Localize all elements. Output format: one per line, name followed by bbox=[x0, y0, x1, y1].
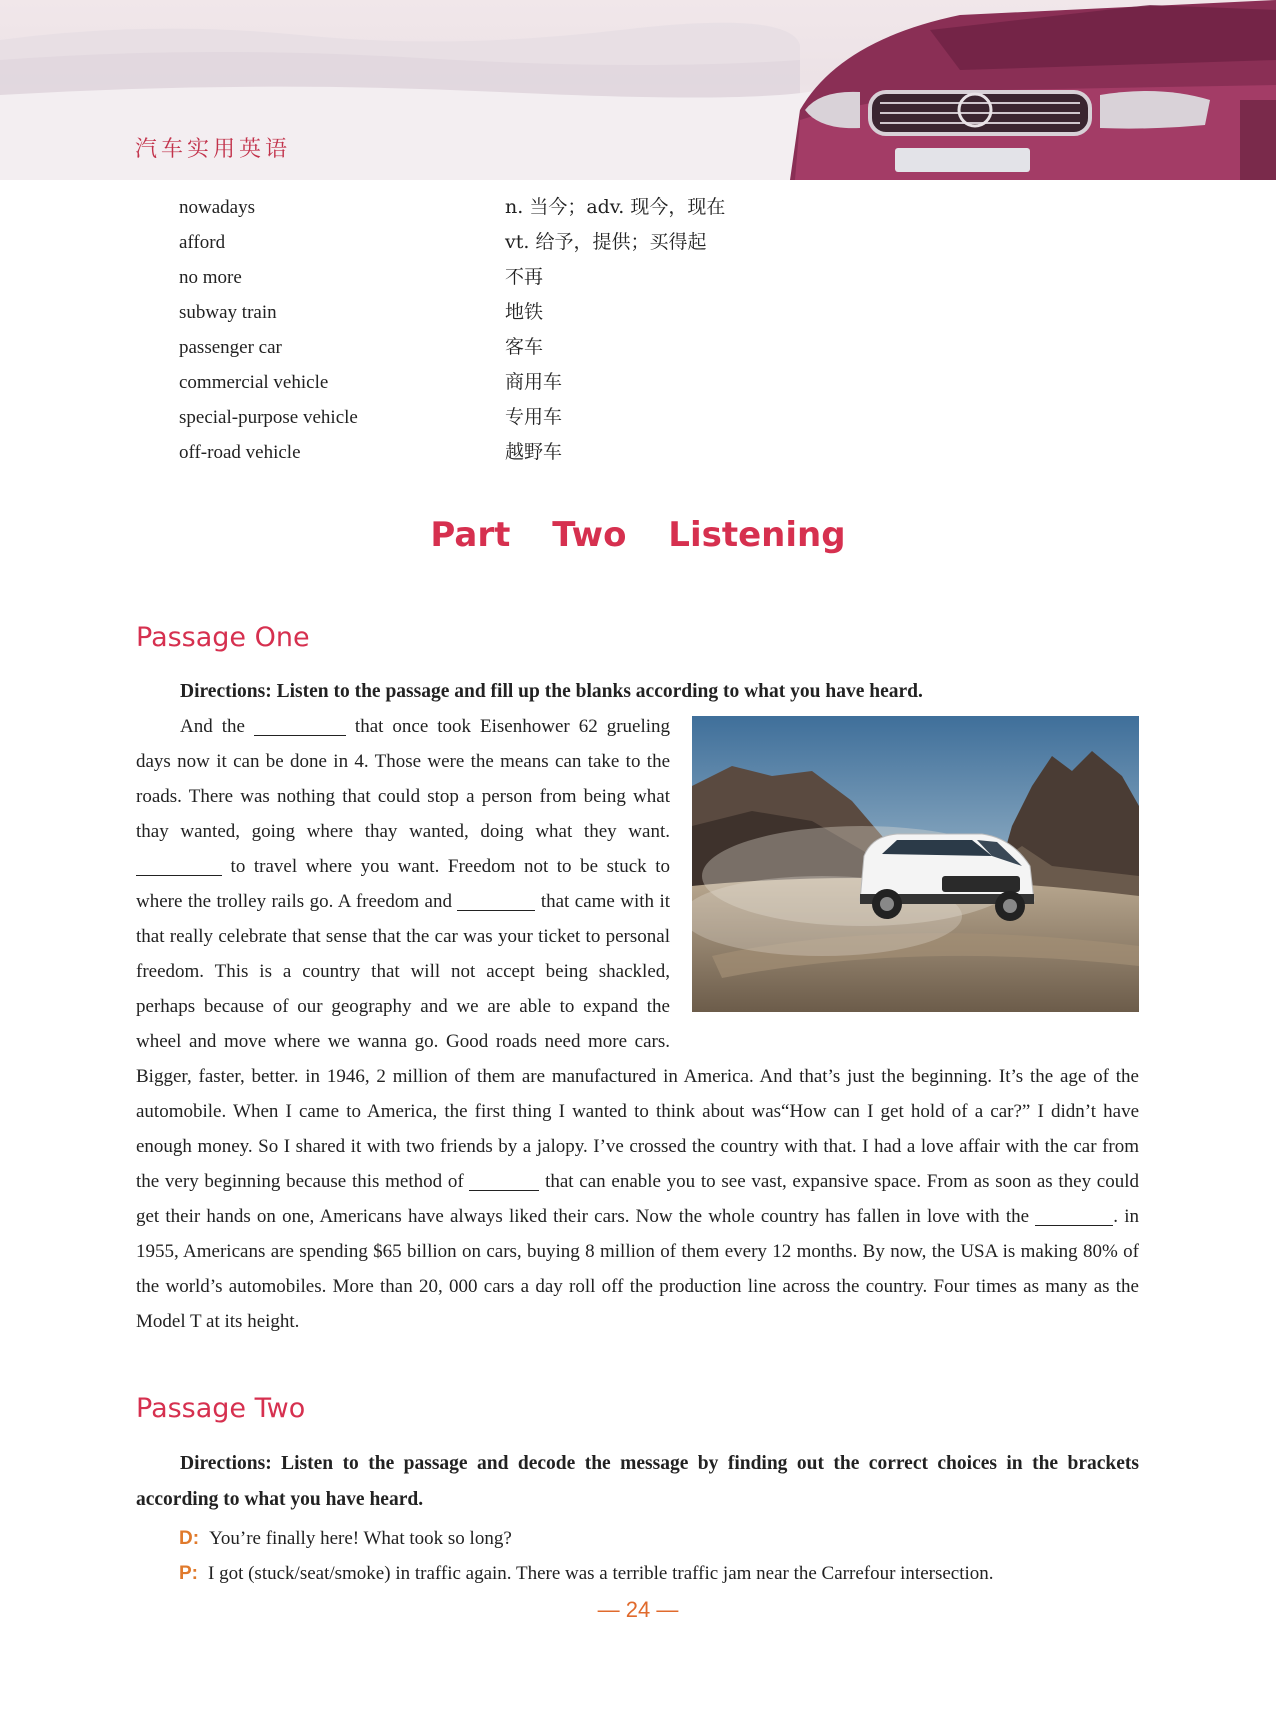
dialog-text: You’re finally here! What took so long? bbox=[209, 1528, 512, 1549]
vocab-term: special-purpose vehicle bbox=[179, 407, 358, 428]
passage-text-6: . in 1955, Americans are spending $65 billion on cars, buying 8 million of them every 12 months. By now, the USA is making 80% of the world’s automobiles. More than 20, 000 cars a day roll off the production line across the country. Four times as many as the Model T at its height. bbox=[136, 1206, 1140, 1332]
vocab-definition: vt. 给予，提供；买得起 bbox=[505, 231, 707, 253]
header-title: 汽车实用英语 bbox=[135, 137, 292, 162]
passage-two-title: Passage Two bbox=[136, 1393, 306, 1424]
blank-4[interactable] bbox=[469, 1168, 539, 1191]
vocabulary-list bbox=[179, 190, 879, 470]
blank-5[interactable] bbox=[1035, 1203, 1113, 1226]
dialog-line bbox=[179, 1521, 1139, 1556]
vocab-term: subway train bbox=[179, 302, 277, 323]
vocab-term: afford bbox=[179, 232, 226, 253]
passage-one-text bbox=[136, 709, 1139, 1339]
passage-text-1: And the bbox=[180, 716, 245, 737]
suv-desert-photo bbox=[692, 716, 1139, 1012]
vocab-term: no more bbox=[179, 267, 242, 288]
vocab-definition: 商用车 bbox=[505, 371, 563, 393]
vocab-definition: 不再 bbox=[505, 266, 544, 288]
vocab-term: off-road vehicle bbox=[179, 442, 301, 463]
vocab-row bbox=[179, 260, 879, 295]
passage-text-5: that can enable you to see vast, expansive space. From as soon as they could get their hands on one, Americans have always liked their cars. Now the whole country has fallen in love with the bbox=[136, 1171, 1140, 1227]
passage-text-3: to travel where you want. Freedom not to be stuck to where the trolley rails go. A freedom and bbox=[136, 856, 671, 912]
vocab-definition: n. 当今；adv. 现今，现在 bbox=[505, 196, 726, 218]
vocab-row bbox=[179, 330, 879, 365]
dialog-text: I got (stuck/seat/smoke) in traffic again. There was a terrible traffic jam near the Carrefour intersection. bbox=[208, 1563, 994, 1584]
vocab-row bbox=[179, 435, 879, 470]
vocab-row bbox=[179, 400, 879, 435]
vocab-term: commercial vehicle bbox=[179, 372, 329, 393]
blank-3[interactable] bbox=[457, 888, 535, 911]
speaker-label: P: bbox=[179, 1563, 198, 1584]
vocab-definition: 越野车 bbox=[505, 441, 563, 463]
part-title: Part Two Listening bbox=[430, 515, 846, 555]
passage-text-2: that once took Eisenhower 62 grueling days now it can be done in 4. Those were the means can take to the roads. There was nothing that could stop a person from being what thay wanted, going where thay wanted, doing what they want. bbox=[136, 716, 671, 842]
blank-1[interactable] bbox=[254, 713, 346, 736]
vocab-definition: 客车 bbox=[505, 336, 544, 358]
passage-one-directions: Directions: Listen to the passage and fill up the blanks according to what you have heard. bbox=[180, 681, 923, 702]
page-header bbox=[0, 0, 1276, 180]
page-number: — 24 — bbox=[597, 1597, 679, 1622]
vocab-term: passenger car bbox=[179, 337, 282, 358]
vocab-definition: 地铁 bbox=[505, 301, 544, 323]
speaker-label: D: bbox=[179, 1528, 200, 1549]
vocab-term: nowadays bbox=[179, 197, 255, 218]
passage-one-title: Passage One bbox=[136, 622, 310, 653]
vocab-row bbox=[179, 365, 879, 400]
blank-2[interactable] bbox=[136, 853, 222, 876]
passage-two-directions: Directions: Listen to the passage and decode the message by finding out the correct choices in the brackets according to what you have heard. bbox=[136, 1453, 1139, 1510]
vocab-row bbox=[179, 190, 879, 225]
vocab-row bbox=[179, 225, 879, 260]
vocab-definition: 专用车 bbox=[505, 406, 563, 428]
vocab-row bbox=[179, 295, 879, 330]
dialog-line bbox=[179, 1556, 1139, 1591]
passage-text-4: that came with it that really celebrate that sense that the car was your ticket to personal freedom. This is a country that will not accept being shackled, perhaps because of our geography and we are able to expand the wheel and move where we wanna go. Good roads need more cars. Bigger, faster, better. in 1946, 2 million of them are manufactured in America. And that’s just the beginning. It’s the age of the automobile. When I came to America, the first thing I wanted to think about was“How can I get hold of a car?” I didn’t have enough money. So I shared it with two friends by a jalopy. I’ve crossed the country with that. I had a love affair with the car from the very beginning because this method of bbox=[136, 891, 1139, 1192]
